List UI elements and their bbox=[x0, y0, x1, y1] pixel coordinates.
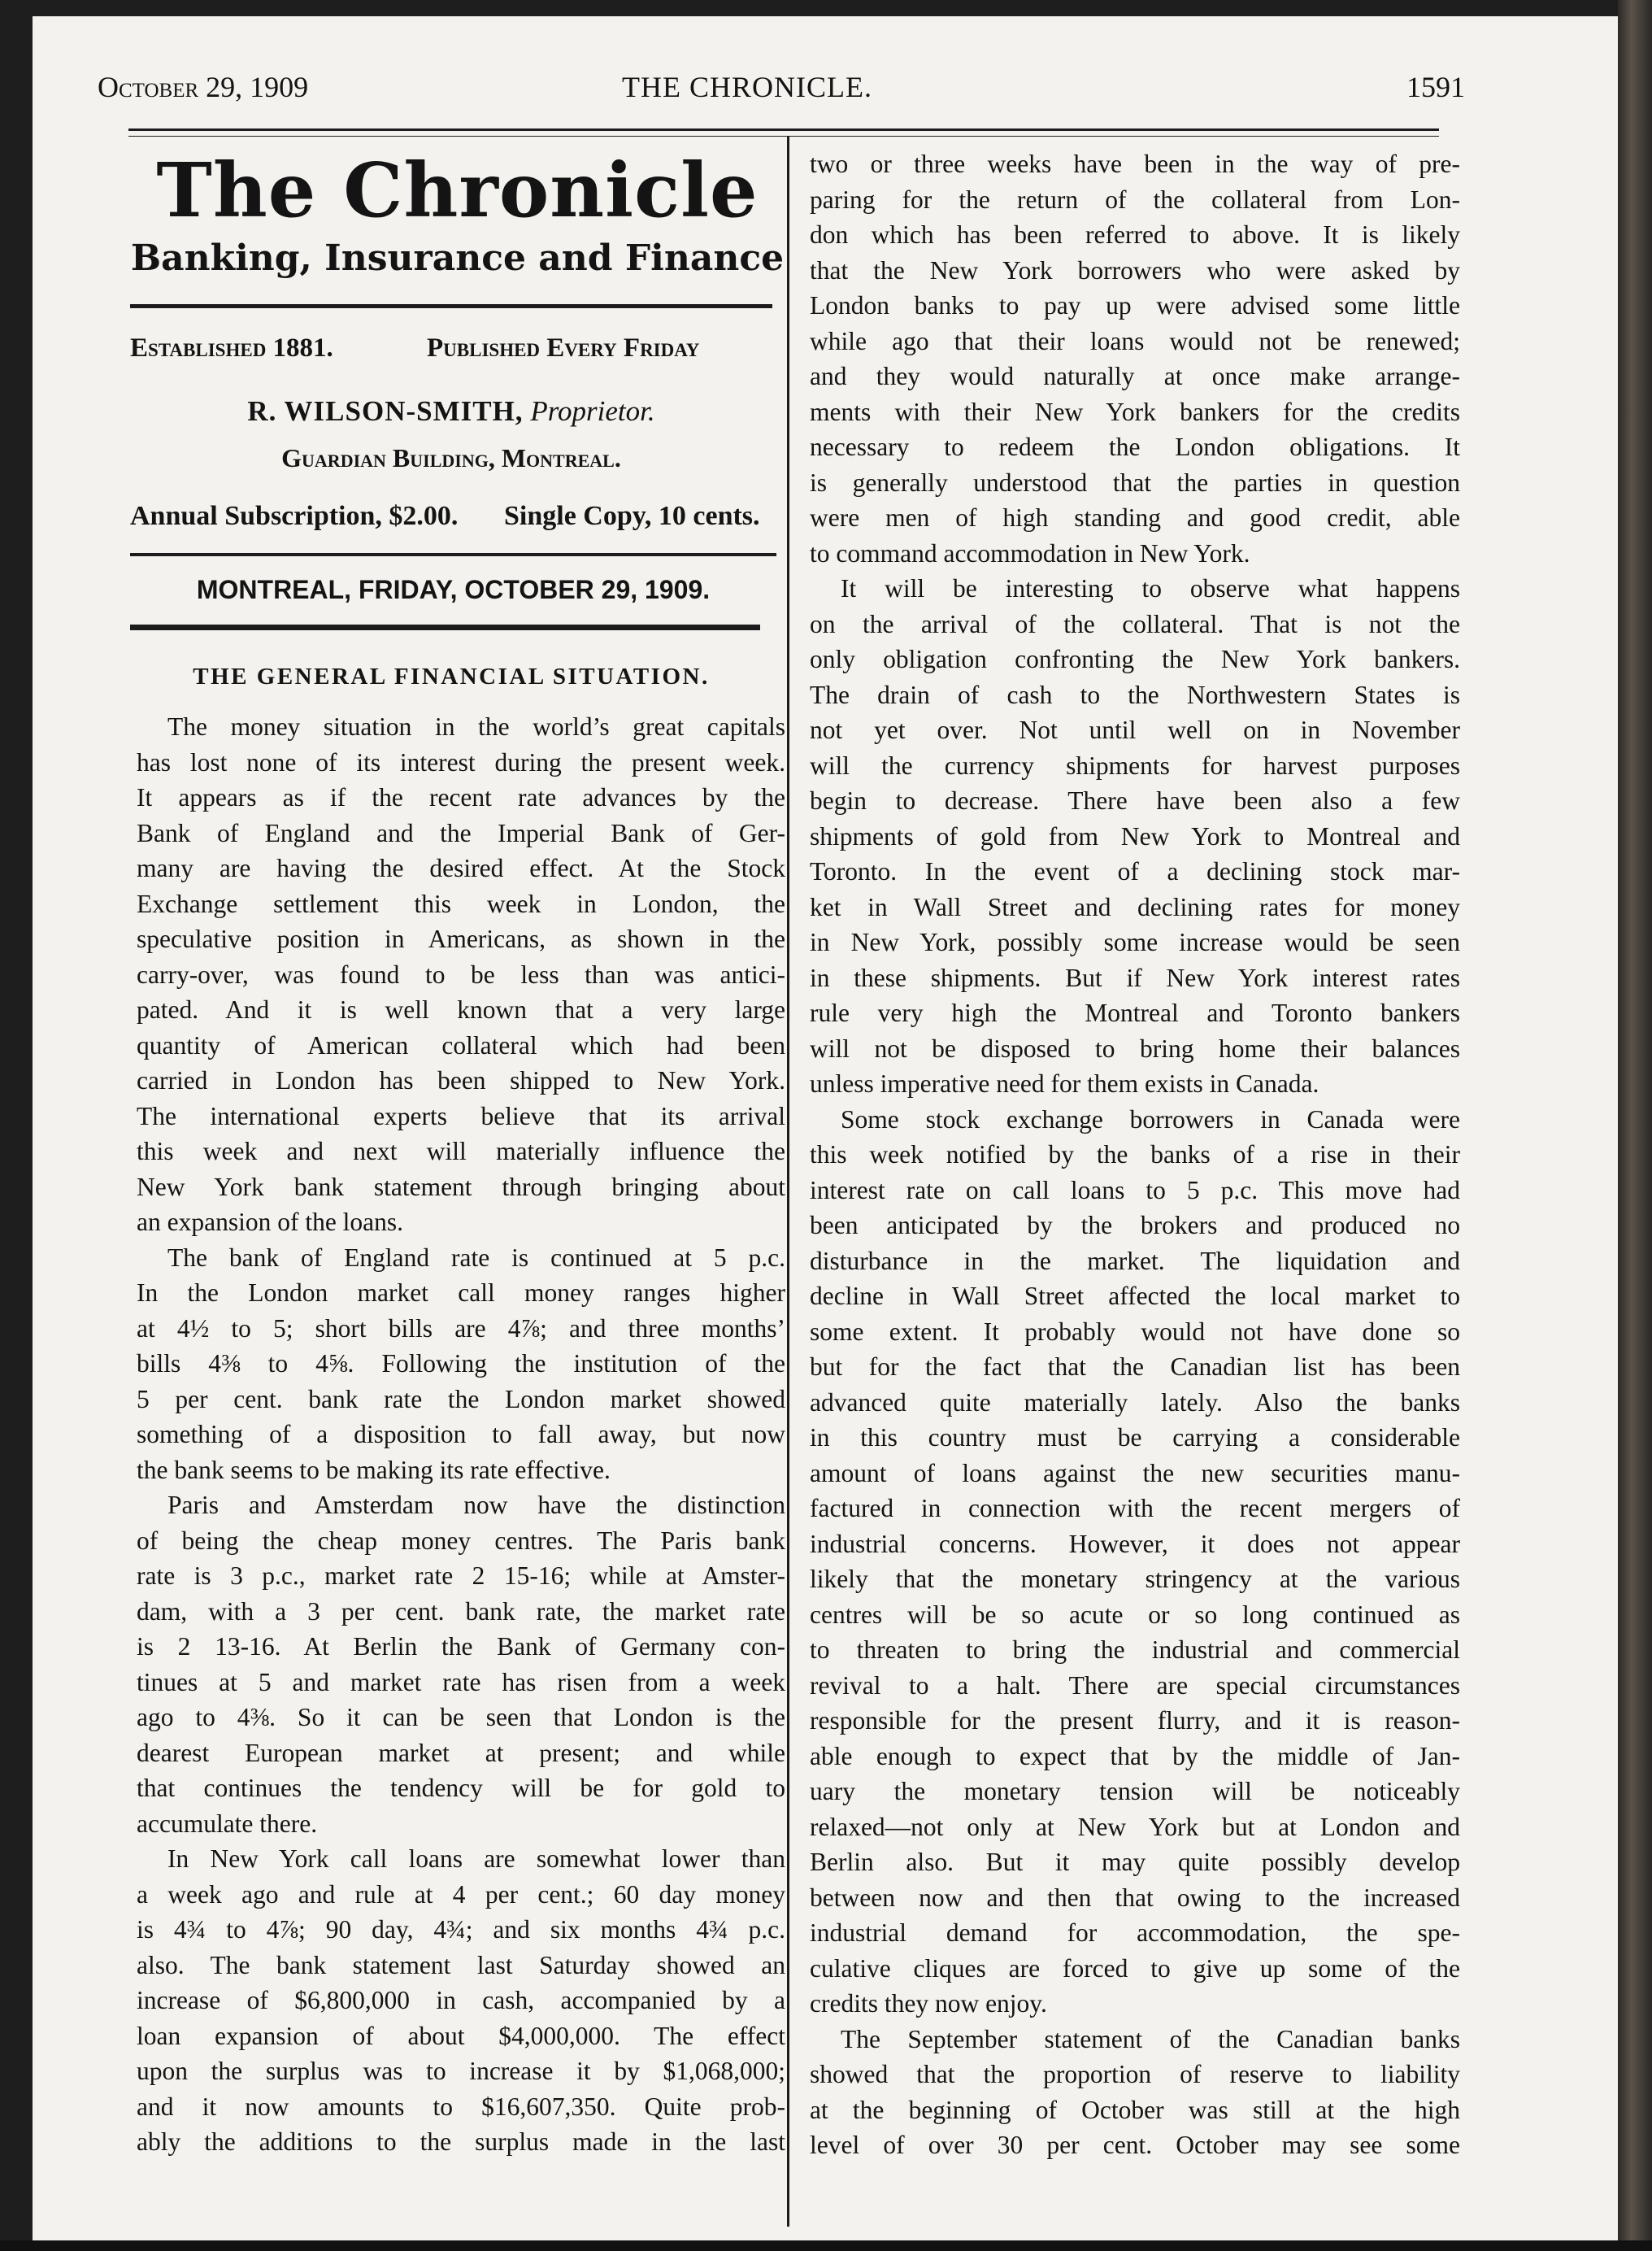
text-line: bills 4⅜ to 4⅝. Following the institution of the bbox=[137, 1349, 785, 1378]
text-line: at 4½ to 5; short bills are 4⅞; and three months’ bbox=[137, 1313, 785, 1343]
text-line: that continues the tendency will be for gold to bbox=[137, 1774, 785, 1802]
text-line: industrial concerns. However, it does not appear bbox=[810, 1529, 1460, 1558]
published-note: Published Every Friday bbox=[427, 333, 700, 363]
text-line: centres will be so acute or so long continued as bbox=[810, 1600, 1460, 1629]
text-line: been anticipated by the brokers and produced no bbox=[810, 1211, 1460, 1239]
text-line: credits they now enjoy. bbox=[810, 1989, 1047, 2018]
text-line: to command accommodation in New York. bbox=[810, 538, 1250, 568]
text-line: The international experts believe that its arrival bbox=[137, 1101, 785, 1130]
text-line: rule very high the Montreal and Toronto bankers bbox=[810, 999, 1460, 1027]
text-line: also. The bank statement last Saturday showed an bbox=[137, 1950, 785, 1979]
text-line: increase of $6,800,000 in cash, accompanied by a bbox=[137, 1986, 785, 2014]
text-line: ments with their New York bankers for the credits bbox=[810, 397, 1460, 426]
column-divider bbox=[787, 137, 789, 2227]
text-line: between now and then that owing to the increased bbox=[810, 1883, 1460, 1912]
text-line: Some stock exchange borrowers in Canada were bbox=[841, 1104, 1460, 1134]
text-line: a week ago and rule at 4 per cent.; 60 day money bbox=[137, 1879, 785, 1909]
text-line: The September statement of the Canadian banks bbox=[841, 2024, 1460, 2053]
text-line: necessary to redeem the London obligations. It bbox=[810, 433, 1460, 461]
text-line: Berlin also. But it may quite possibly develop bbox=[810, 1848, 1460, 1876]
article-column-right bbox=[810, 146, 1460, 2163]
text-line: in New York, possibly some increase would be seen bbox=[810, 928, 1460, 956]
text-line: culative cliques are forced to give up some of the bbox=[810, 1953, 1460, 1983]
text-line: to threaten to bring the industrial and commercial bbox=[810, 1635, 1460, 1664]
text-line: The drain of cash to the Northwestern States is bbox=[810, 680, 1460, 709]
text-line: Exchange settlement this week in London, the bbox=[137, 889, 785, 918]
text-line: likely that the monetary stringency at the various bbox=[810, 1565, 1460, 1593]
text-line: will the currency shipments for harvest purposes bbox=[810, 751, 1460, 780]
text-line: two or three weeks have been in the way of pre- bbox=[810, 150, 1460, 178]
text-line: unless imperative need for them exists in Canada. bbox=[810, 1069, 1319, 1098]
header-rule-thin bbox=[128, 136, 1439, 137]
text-line: will not be disposed to bring home their balances bbox=[810, 1034, 1460, 1063]
office-address: Guardian Building, Montreal. bbox=[281, 443, 621, 472]
article-column-left bbox=[137, 709, 785, 2160]
text-line: on the arrival of the collateral. That is not the bbox=[810, 609, 1460, 638]
text-line: London banks to pay up were advised some little bbox=[810, 291, 1460, 320]
text-line: dam, with a 3 per cent. bank rate, the market rate bbox=[137, 1596, 785, 1626]
proprietor-name: R. WILSON-SMITH, bbox=[247, 395, 524, 427]
text-line: Toronto. In the event of a declining stock mar- bbox=[810, 857, 1460, 886]
text-line: only obligation confronting the New York bankers. bbox=[810, 645, 1460, 673]
single-copy-price: Single Copy, 10 cents. bbox=[504, 501, 760, 531]
text-line: Paris and Amsterdam now have the distinction bbox=[167, 1491, 785, 1519]
text-line: loan expansion of about $4,000,000. The effect bbox=[137, 2021, 785, 2050]
text-line: were men of high standing and good credit, able bbox=[810, 503, 1460, 532]
text-line: is 2 13-16. At Berlin the Bank of Germany con- bbox=[137, 1632, 785, 1661]
text-line: advanced quite materially lately. Also the banks bbox=[810, 1387, 1460, 1417]
text-line: disturbance in the market. The liquidation and bbox=[810, 1246, 1460, 1275]
text-line: interest rate on call loans to 5 p.c. This move had bbox=[810, 1175, 1460, 1204]
masthead-rule-1 bbox=[130, 304, 772, 308]
text-line: upon the surplus was to increase it by $1,068,000; bbox=[137, 2057, 785, 2085]
text-line: and it now amounts to $16,607,350. Quite prob- bbox=[137, 2092, 785, 2121]
masthead-rule-2 bbox=[130, 553, 776, 556]
header-rule-thick bbox=[128, 128, 1439, 131]
text-line: an expansion of the loans. bbox=[137, 1208, 404, 1236]
running-header-date: October 29, 1909 bbox=[98, 71, 309, 103]
text-line: Bank of England and the Imperial Bank of Ger- bbox=[137, 818, 785, 847]
text-line: ket in Wall Street and declining rates for money bbox=[810, 892, 1460, 921]
proprietor-line bbox=[130, 395, 772, 428]
text-line: not yet over. Not until well on in November bbox=[810, 716, 1460, 744]
text-line: dearest European market at present; and while bbox=[137, 1738, 785, 1767]
text-line: responsible for the present flurry, and it is reason- bbox=[810, 1706, 1460, 1735]
established-note: Established 1881. bbox=[130, 333, 333, 363]
text-line: is 4¾ to 4⅞; 90 day, 4¾; and six months 4¾ p.c. bbox=[137, 1915, 785, 1944]
text-line: relaxed—not only at New York but at London and bbox=[810, 1812, 1460, 1841]
text-line: New York bank statement through bringing about bbox=[137, 1172, 785, 1201]
text-line: decline in Wall Street affected the local market to bbox=[810, 1282, 1460, 1310]
page-binding-edge bbox=[1618, 0, 1652, 2251]
text-line: able enough to expect that by the middle of Jan- bbox=[810, 1741, 1460, 1770]
text-line: 5 per cent. bank rate the London market showed bbox=[137, 1384, 785, 1413]
text-line: paring for the return of the collateral from Lon- bbox=[810, 185, 1460, 214]
proprietor-role: Proprietor. bbox=[530, 395, 655, 427]
text-line: The money situation in the world’s great capitals bbox=[167, 712, 785, 741]
text-line: don which has been referred to above. It is likely bbox=[810, 220, 1460, 249]
text-line: quantity of American collateral which had been bbox=[137, 1030, 785, 1060]
text-line: showed that the proportion of reserve to liability bbox=[810, 2060, 1460, 2088]
text-line: but for the fact that the Canadian list has been bbox=[810, 1352, 1460, 1381]
scan-bottom-edge bbox=[0, 2240, 1652, 2251]
text-line: amount of loans against the new securities manu- bbox=[810, 1458, 1460, 1487]
text-line: some extent. It probably would not have done so bbox=[810, 1317, 1460, 1346]
text-line: of being the cheap money centres. The Paris bank bbox=[137, 1526, 785, 1555]
text-line: this week notified by the banks of a rise in their bbox=[810, 1140, 1460, 1169]
text-line: speculative position in Americans, as shown in the bbox=[137, 925, 785, 953]
text-line: pated. And it is well known that a very large bbox=[137, 995, 785, 1024]
text-line: and they would naturally at once make arrange- bbox=[810, 362, 1460, 390]
text-line: carried in London has been shipped to New York. bbox=[137, 1066, 785, 1095]
text-line: It will be interesting to observe what happens bbox=[841, 574, 1460, 603]
text-line: has lost none of its interest during the present week. bbox=[137, 747, 785, 777]
text-line: tinues at 5 and market rate has risen from a week bbox=[137, 1667, 785, 1696]
text-line: uary the monetary tension will be noticeably bbox=[810, 1777, 1460, 1805]
text-line: industrial demand for accommodation, the spe- bbox=[810, 1918, 1460, 1947]
running-header-title: THE CHRONICLE. bbox=[622, 71, 872, 103]
text-line: rate is 3 p.c., market rate 2 15-16; while at Amster- bbox=[137, 1561, 785, 1590]
text-line: in this country must be carrying a considerable bbox=[810, 1423, 1460, 1452]
text-line: level of over 30 per cent. October may see some bbox=[810, 2131, 1460, 2159]
text-line: carry-over, was found to be less than was antici- bbox=[137, 960, 785, 989]
text-line: at the beginning of October was still at the high bbox=[810, 2095, 1460, 2124]
annual-subscription: Annual Subscription, $2.00. bbox=[130, 501, 459, 531]
text-line: begin to decrease. There have been also a few bbox=[810, 786, 1460, 815]
issue-dateline: MONTREAL, FRIDAY, OCTOBER 29, 1909. bbox=[196, 575, 711, 604]
text-line: It appears as if the recent rate advances by the bbox=[137, 783, 785, 812]
text-line: The bank of England rate is continued at 5 p.c. bbox=[167, 1243, 785, 1272]
text-line: while ago that their loans would not be renewed; bbox=[810, 326, 1460, 355]
text-line: revival to a halt. There are special circumstances bbox=[810, 1670, 1460, 1700]
masthead-subtitle: Banking, Insurance and Finance bbox=[130, 237, 785, 279]
text-line: is generally understood that the parties in question bbox=[810, 468, 1460, 497]
text-line: ably the additions to the surplus made in the last bbox=[137, 2127, 785, 2156]
text-line: In New York call loans are somewhat lower than bbox=[167, 1844, 785, 1873]
page-number: 1591 bbox=[1406, 71, 1465, 103]
article-heading: THE GENERAL FINANCIAL SITUATION. bbox=[193, 664, 710, 690]
text-line: factured in connection with the recent mergers of bbox=[810, 1494, 1460, 1522]
text-line: the bank seems to be making its rate effective. bbox=[137, 1455, 611, 1484]
text-line: this week and next will materially influence the bbox=[137, 1137, 785, 1165]
masthead-rule-3 bbox=[130, 625, 760, 630]
text-line: accumulate there. bbox=[137, 1809, 318, 1838]
text-line: shipments of gold from New York to Montreal and bbox=[810, 821, 1460, 851]
text-line: something of a disposition to fall away, but now bbox=[137, 1420, 785, 1448]
masthead-title: The Chronicle bbox=[156, 146, 759, 234]
text-line: In the London market call money ranges higher bbox=[137, 1278, 785, 1307]
text-line: in these shipments. But if New York interest rates bbox=[810, 963, 1460, 992]
text-line: that the New York borrowers who were asked by bbox=[810, 255, 1460, 285]
text-line: ago to 4⅜. So it can be seen that London is the bbox=[137, 1703, 785, 1731]
text-line: many are having the desired effect. At the Stock bbox=[137, 854, 785, 882]
